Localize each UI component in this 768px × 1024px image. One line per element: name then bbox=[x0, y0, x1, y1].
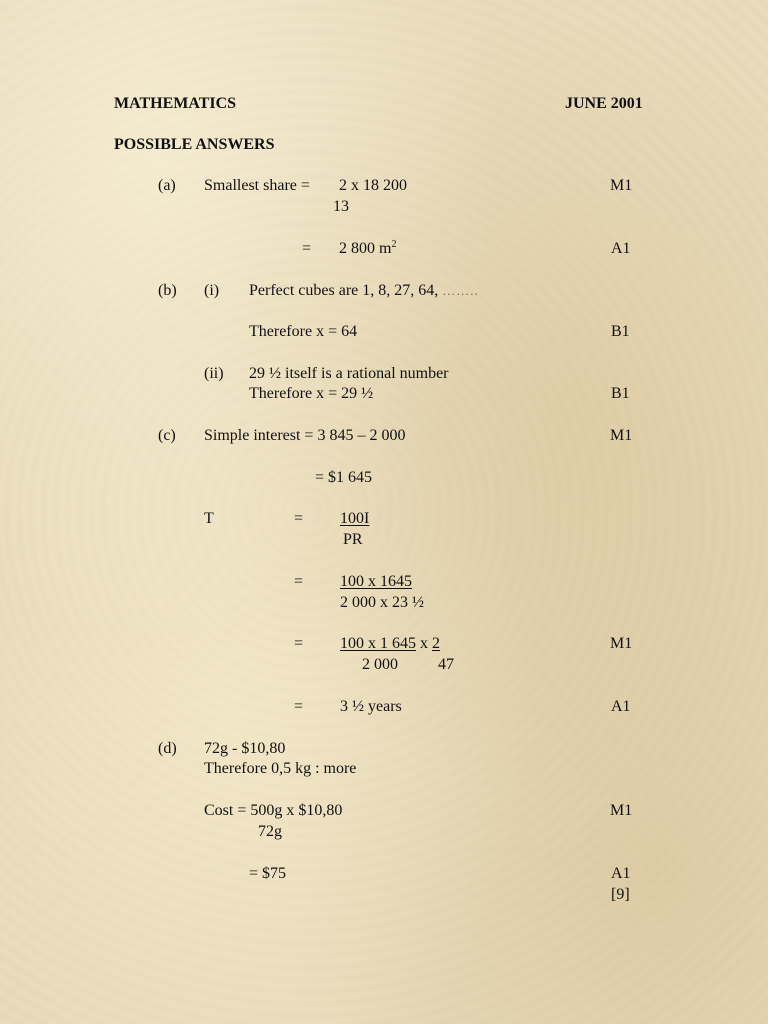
ellipsis-dots: …….. bbox=[442, 283, 479, 298]
part-a-numerator: 2 x 18 200 bbox=[339, 177, 407, 194]
part-c-step3-denominator-a: 2 000 bbox=[362, 656, 398, 673]
total-marks: [9] bbox=[611, 886, 630, 903]
subject-title: MATHEMATICS bbox=[114, 95, 237, 112]
part-b-ii-line2: Therefore x = 29 ½ bbox=[249, 385, 374, 402]
part-c-step4-mark: A1 bbox=[611, 698, 631, 715]
part-c-step1-denominator: PR bbox=[343, 531, 363, 548]
part-a-label: (a) bbox=[158, 177, 176, 194]
part-c-step3-numerator: 100 x 1 645 x 2 bbox=[340, 635, 440, 652]
part-d-cost-line: Cost = 500g x $10,80 bbox=[204, 802, 343, 819]
part-a-mark-1: M1 bbox=[610, 177, 633, 194]
part-d-result: = $75 bbox=[249, 865, 287, 882]
part-d-line1: 72g - $10,80 bbox=[204, 740, 286, 757]
part-c-eq-4: = bbox=[294, 698, 304, 715]
part-c-step3-denominator-b: 47 bbox=[438, 656, 454, 673]
part-c-t-label: T bbox=[204, 510, 214, 527]
part-c-step1-numerator: 100I bbox=[340, 510, 370, 527]
part-b-ii-mark: B1 bbox=[611, 385, 630, 402]
part-a-result: 2 800 $m^2$ bbox=[339, 239, 397, 257]
part-d-line2: Therefore 0,5 kg : more bbox=[204, 760, 357, 777]
part-d-cost-denominator: 72g bbox=[258, 823, 282, 840]
part-c-eq-1: = bbox=[294, 510, 304, 527]
part-c-label: (c) bbox=[158, 427, 176, 444]
part-c-eq-3: = bbox=[294, 635, 304, 652]
part-d-result-mark: A1 bbox=[611, 865, 631, 882]
part-b-i-label: (i) bbox=[204, 282, 220, 299]
part-a-denominator: 13 bbox=[333, 198, 349, 215]
part-a-mark-2: A1 bbox=[611, 240, 631, 257]
part-c-line2: = $1 645 bbox=[315, 469, 373, 486]
part-b-ii-line1: 29 ½ itself is a rational number bbox=[249, 365, 449, 382]
part-d-cost-mark: M1 bbox=[610, 802, 633, 819]
part-b-i-line2: Therefore x = 64 bbox=[249, 323, 358, 340]
part-c-step2-denominator: 2 000 x 23 ½ bbox=[340, 594, 424, 611]
part-b-ii-label: (ii) bbox=[204, 365, 224, 382]
part-a-equals: = bbox=[302, 240, 312, 257]
part-d-label: (d) bbox=[158, 740, 177, 757]
exam-date: JUNE 2001 bbox=[565, 95, 643, 112]
part-b-i-mark: B1 bbox=[611, 323, 630, 340]
part-c-step4: 3 ½ years bbox=[340, 698, 402, 715]
part-b-i-line1: Perfect cubes are 1, 8, 27, 64, …….. bbox=[249, 282, 479, 299]
page-heading: POSSIBLE ANSWERS bbox=[114, 136, 275, 153]
part-c-line1-mark: M1 bbox=[610, 427, 633, 444]
part-a-line1: Smallest share = bbox=[204, 177, 310, 194]
part-c-line1: Simple interest = 3 845 – 2 000 bbox=[204, 427, 406, 444]
part-c-step3-mark: M1 bbox=[610, 635, 633, 652]
part-b-label: (b) bbox=[158, 282, 177, 299]
part-c-step2-numerator: 100 x 1645 bbox=[340, 573, 412, 590]
part-c-eq-2: = bbox=[294, 573, 304, 590]
part-a-result-exponent: 2 bbox=[391, 239, 397, 250]
